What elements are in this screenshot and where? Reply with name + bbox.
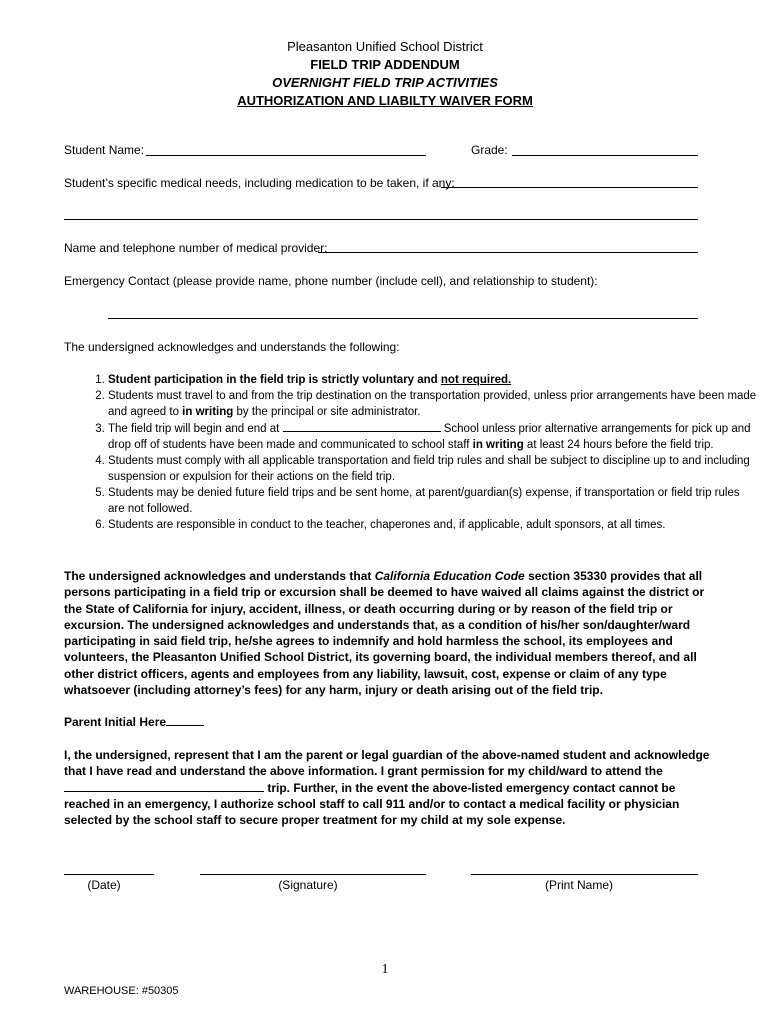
item-text: Students may be denied future field trips and be sent home, at parent/guardian(s) expense, if transportation or field trip rules are not followed. (108, 487, 740, 515)
organization-name: Pleasanton Unified School District (287, 39, 483, 54)
waiver-text: section 35330 provides that all persons participating in a field trip or excursion shall be deemed to have waived all claims against the district or the State of California for injury, accident, illness, or death occurring during or by reason of the field trip or excursion. The undersigned acknowledges and understands that, as a condition of his/her son/daughter/ward participating in said field trip, he/she agrees to indemnify and hold harmless the school, its employees and volunteers, the Pleasanton Unified School District, its governing board, the individual members thereof, and all other district officers, agents and employees from any liability, lawsuit, cost, expense or claim of any type whatsoever (including attorney’s fees) for any harm, injury or death arising out of the field trip. (64, 569, 705, 698)
acknowledgement-intro: The undersigned acknowledges and understands the following: (64, 340, 400, 354)
item-text: Students must travel to and from the trip destination on the transportation provided, unless prior arrangements have been made and agreed to (108, 390, 757, 418)
waiver-paragraph (64, 568, 712, 698)
item-text: Students must comply with all applicable transportation and field trip rules and shall be subject to discipline up to and including suspension or expulsion for their actions on the field trip. (108, 455, 750, 483)
consent-paragraph (64, 747, 712, 828)
parent-initial-label: Parent Initial Here (64, 715, 167, 729)
document-title: FIELD TRIP ADDENDUM (310, 57, 460, 72)
item-text: Students are responsible in conduct to the teacher, chaperones and, if applicable, adult sponsors, at all times. (108, 519, 666, 531)
item-emphasis: in writing (182, 406, 234, 418)
parent-initial-field[interactable] (166, 714, 204, 726)
medical-needs-field-continued[interactable] (64, 219, 698, 220)
acknowledgement-list (64, 372, 758, 533)
item-text: Student participation in the field trip is strictly voluntary and (108, 374, 441, 386)
medical-provider-field[interactable] (318, 252, 698, 253)
grade-label: Grade: (471, 143, 508, 157)
list-item (108, 388, 758, 420)
print-name-line[interactable] (471, 874, 698, 875)
medical-needs-field[interactable] (441, 187, 698, 188)
list-item (108, 420, 758, 453)
student-name-field[interactable] (146, 155, 426, 156)
medical-needs-label: Student’s specific medical needs, including medication to be taken, if any: (64, 176, 455, 190)
page-number: 1 (381, 962, 389, 977)
school-blank-field[interactable] (283, 420, 441, 432)
medical-provider-label: Name and telephone number of medical provider: (64, 241, 328, 255)
list-item (108, 517, 758, 533)
list-item (108, 485, 758, 517)
date-label: (Date) (87, 878, 121, 892)
list-item (108, 453, 758, 485)
date-line[interactable] (64, 874, 154, 875)
signature-line[interactable] (200, 874, 426, 875)
parent-initial (64, 714, 204, 729)
consent-text: I, the undersigned, represent that I am the parent or legal guardian of the above-named student and acknowledge that I have read and understand the above information. I grant permission for my child/ward to attend the (64, 748, 710, 779)
trip-name-field[interactable] (64, 780, 264, 792)
item-text: The field trip will begin and end at (108, 423, 283, 435)
item-text: at least 24 hours before the field trip. (523, 439, 714, 451)
consent-text: trip. Further, in the event the above-listed emergency contact cannot be reached in an emergency, I authorize school staff to call 911 and/or to contact a medical facility or physician selected by the school staff to secure proper treatment for my child at my sole expense. (64, 780, 680, 828)
education-code-reference: California Education Code (374, 569, 525, 583)
item-emphasis: not required. (440, 374, 512, 386)
item-text: by the principal or site administrator. (233, 406, 421, 418)
form-name: AUTHORIZATION AND LIABILTY WAIVER FORM (237, 93, 533, 108)
item-text: School unless prior alternative arrangements for pick up and drop off of students have been made and communicated to school staff (108, 423, 751, 451)
print-name-label: (Print Name) (544, 878, 613, 892)
signature-label: (Signature) (278, 878, 338, 892)
document-subtitle: OVERNIGHT FIELD TRIP ACTIVITIES (272, 75, 498, 90)
document-header (0, 38, 770, 110)
student-name-label: Student Name: (64, 143, 145, 157)
item-emphasis: in writing (472, 439, 524, 451)
emergency-contact-label: Emergency Contact (please provide name, phone number (include cell), and relationship to student): (64, 274, 598, 288)
warehouse-number: WAREHOUSE: #50305 (64, 985, 179, 997)
waiver-text: The undersigned acknowledges and understands that (64, 569, 375, 583)
grade-field[interactable] (512, 155, 698, 156)
list-item (108, 372, 758, 388)
emergency-contact-field[interactable] (108, 318, 698, 319)
